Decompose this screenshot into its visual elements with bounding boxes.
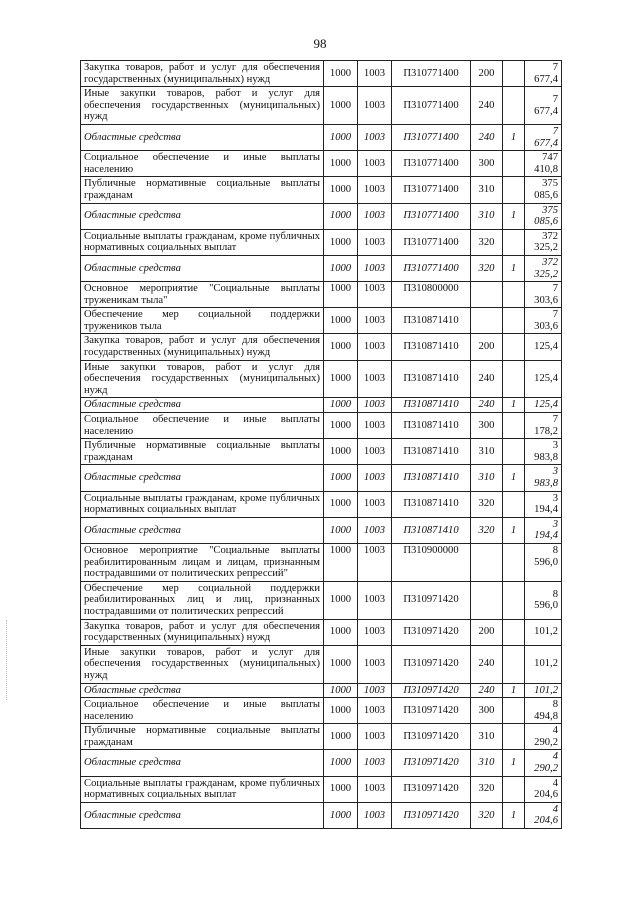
expense-type-cell: 240 bbox=[471, 124, 503, 150]
row-name-cell: Публичные нормативные социальные выплаты гражданам bbox=[81, 439, 324, 465]
subsection-code-cell: 1003 bbox=[358, 543, 392, 581]
target-article-cell: П310971420 bbox=[392, 802, 471, 828]
subsection-code-cell: 1003 bbox=[358, 229, 392, 255]
amount-cell: 7 677,4 bbox=[525, 87, 562, 125]
target-article-cell: П310871410 bbox=[392, 491, 471, 517]
target-article-cell: П310771400 bbox=[392, 151, 471, 177]
target-article-cell: П310971420 bbox=[392, 724, 471, 750]
section-code-cell: 1000 bbox=[324, 398, 358, 413]
table-row bbox=[81, 360, 562, 398]
table-row bbox=[81, 517, 562, 543]
expense-type-cell: 300 bbox=[471, 413, 503, 439]
amount-cell: 4 204,6 bbox=[525, 802, 562, 828]
subsection-code-cell: 1003 bbox=[358, 87, 392, 125]
subsection-code-cell: 1003 bbox=[358, 124, 392, 150]
section-code-cell: 1000 bbox=[324, 203, 358, 229]
expense-type-cell: 240 bbox=[471, 645, 503, 683]
funding-source-cell bbox=[503, 360, 525, 398]
row-name-cell: Областные средства bbox=[81, 750, 324, 776]
table-row bbox=[81, 581, 562, 619]
section-code-cell: 1000 bbox=[324, 439, 358, 465]
amount-cell: 125,4 bbox=[525, 398, 562, 413]
funding-source-cell: 1 bbox=[503, 255, 525, 281]
subsection-code-cell: 1003 bbox=[358, 645, 392, 683]
row-name-cell: Социальное обеспечение и иные выплаты населению bbox=[81, 151, 324, 177]
subsection-code-cell: 1003 bbox=[358, 439, 392, 465]
target-article-cell: П310771400 bbox=[392, 203, 471, 229]
target-article-cell: П310871410 bbox=[392, 398, 471, 413]
subsection-code-cell: 1003 bbox=[358, 581, 392, 619]
subsection-code-cell: 1003 bbox=[358, 776, 392, 802]
expense-type-cell: 300 bbox=[471, 698, 503, 724]
expense-type-cell: 320 bbox=[471, 517, 503, 543]
section-code-cell: 1000 bbox=[324, 491, 358, 517]
section-code-cell: 1000 bbox=[324, 581, 358, 619]
table-row bbox=[81, 398, 562, 413]
section-code-cell: 1000 bbox=[324, 177, 358, 203]
subsection-code-cell: 1003 bbox=[358, 491, 392, 517]
amount-cell: 3 194,4 bbox=[525, 491, 562, 517]
row-name-cell: Областные средства bbox=[81, 683, 324, 698]
subsection-code-cell: 1003 bbox=[358, 282, 392, 308]
subsection-code-cell: 1003 bbox=[358, 334, 392, 360]
row-name-cell: Обеспечение мер социальной поддержки реабилитированных лиц и лиц, признанных пострадавшими от политических репрессий bbox=[81, 581, 324, 619]
amount-cell: 7 303,6 bbox=[525, 308, 562, 334]
funding-source-cell bbox=[503, 619, 525, 645]
target-article-cell: П310771400 bbox=[392, 229, 471, 255]
table-row bbox=[81, 683, 562, 698]
section-code-cell: 1000 bbox=[324, 543, 358, 581]
subsection-code-cell: 1003 bbox=[358, 203, 392, 229]
funding-source-cell: 1 bbox=[503, 750, 525, 776]
amount-cell: 7 303,6 bbox=[525, 282, 562, 308]
amount-cell: 3 194,4 bbox=[525, 517, 562, 543]
section-code-cell: 1000 bbox=[324, 308, 358, 334]
amount-cell: 3 983,8 bbox=[525, 439, 562, 465]
funding-source-cell bbox=[503, 61, 525, 87]
table-row bbox=[81, 750, 562, 776]
table-row bbox=[81, 491, 562, 517]
target-article-cell: П310900000 bbox=[392, 543, 471, 581]
expense-type-cell: 310 bbox=[471, 177, 503, 203]
subsection-code-cell: 1003 bbox=[358, 698, 392, 724]
budget-table bbox=[80, 60, 562, 829]
target-article-cell: П310771400 bbox=[392, 87, 471, 125]
amount-cell: 4 204,6 bbox=[525, 776, 562, 802]
page-number: 98 bbox=[313, 36, 327, 51]
funding-source-cell bbox=[503, 177, 525, 203]
row-name-cell: Областные средства bbox=[81, 203, 324, 229]
table-row bbox=[81, 724, 562, 750]
expense-type-cell: 310 bbox=[471, 750, 503, 776]
funding-source-cell bbox=[503, 698, 525, 724]
expense-type-cell: 240 bbox=[471, 360, 503, 398]
table-row bbox=[81, 203, 562, 229]
target-article-cell: П310771400 bbox=[392, 177, 471, 203]
row-name-cell: Закупка товаров, работ и услуг для обеспечения государственных (муниципальных) нужд bbox=[81, 334, 324, 360]
amount-cell: 747 410,8 bbox=[525, 151, 562, 177]
amount-cell: 4 290,2 bbox=[525, 750, 562, 776]
target-article-cell: П310771400 bbox=[392, 124, 471, 150]
table-row bbox=[81, 439, 562, 465]
target-article-cell: П310971420 bbox=[392, 645, 471, 683]
row-name-cell: Иные закупки товаров, работ и услуг для обеспечения государственных (муниципальных) нужд bbox=[81, 645, 324, 683]
target-article-cell: П310971420 bbox=[392, 683, 471, 698]
margin-mark bbox=[6, 620, 9, 700]
expense-type-cell: 320 bbox=[471, 229, 503, 255]
section-code-cell: 1000 bbox=[324, 698, 358, 724]
amount-cell: 8 596,0 bbox=[525, 543, 562, 581]
funding-source-cell bbox=[503, 87, 525, 125]
table-row bbox=[81, 776, 562, 802]
subsection-code-cell: 1003 bbox=[358, 308, 392, 334]
amount-cell: 7 178,2 bbox=[525, 413, 562, 439]
funding-source-cell bbox=[503, 151, 525, 177]
expense-type-cell: 310 bbox=[471, 724, 503, 750]
row-name-cell: Иные закупки товаров, работ и услуг для обеспечения государственных (муниципальных) нужд bbox=[81, 87, 324, 125]
amount-cell: 375 085,6 bbox=[525, 203, 562, 229]
row-name-cell: Основное мероприятие "Социальные выплаты реабилитированным лицам и лицам, признанным пострадавшими от политических репрессий" bbox=[81, 543, 324, 581]
section-code-cell: 1000 bbox=[324, 802, 358, 828]
amount-cell: 7 677,4 bbox=[525, 124, 562, 150]
subsection-code-cell: 1003 bbox=[358, 517, 392, 543]
table-row bbox=[81, 308, 562, 334]
expense-type-cell: 240 bbox=[471, 398, 503, 413]
table-row bbox=[81, 229, 562, 255]
section-code-cell: 1000 bbox=[324, 151, 358, 177]
row-name-cell: Публичные нормативные социальные выплаты гражданам bbox=[81, 724, 324, 750]
expense-type-cell bbox=[471, 581, 503, 619]
table-row bbox=[81, 698, 562, 724]
section-code-cell: 1000 bbox=[324, 517, 358, 543]
section-code-cell: 1000 bbox=[324, 465, 358, 491]
target-article-cell: П310871410 bbox=[392, 360, 471, 398]
expense-type-cell: 310 bbox=[471, 465, 503, 491]
amount-cell: 125,4 bbox=[525, 360, 562, 398]
section-code-cell: 1000 bbox=[324, 645, 358, 683]
row-name-cell: Социальные выплаты гражданам, кроме публичных нормативных социальных выплат bbox=[81, 229, 324, 255]
target-article-cell: П310771400 bbox=[392, 61, 471, 87]
row-name-cell: Социальные выплаты гражданам, кроме публичных нормативных социальных выплат bbox=[81, 491, 324, 517]
target-article-cell: П310971420 bbox=[392, 619, 471, 645]
expense-type-cell: 240 bbox=[471, 87, 503, 125]
row-name-cell: Областные средства bbox=[81, 255, 324, 281]
funding-source-cell bbox=[503, 308, 525, 334]
expense-type-cell: 320 bbox=[471, 255, 503, 281]
expense-type-cell: 200 bbox=[471, 61, 503, 87]
subsection-code-cell: 1003 bbox=[358, 398, 392, 413]
funding-source-cell: 1 bbox=[503, 465, 525, 491]
table-row bbox=[81, 151, 562, 177]
table-row bbox=[81, 802, 562, 828]
section-code-cell: 1000 bbox=[324, 255, 358, 281]
subsection-code-cell: 1003 bbox=[358, 61, 392, 87]
target-article-cell: П310871410 bbox=[392, 517, 471, 543]
expense-type-cell: 300 bbox=[471, 151, 503, 177]
subsection-code-cell: 1003 bbox=[358, 177, 392, 203]
section-code-cell: 1000 bbox=[324, 776, 358, 802]
section-code-cell: 1000 bbox=[324, 750, 358, 776]
table-row bbox=[81, 87, 562, 125]
target-article-cell: П310971420 bbox=[392, 581, 471, 619]
target-article-cell: П310800000 bbox=[392, 282, 471, 308]
table-row bbox=[81, 619, 562, 645]
row-name-cell: Основное мероприятие "Социальные выплаты труженикам тыла" bbox=[81, 282, 324, 308]
row-name-cell: Обеспечение мер социальной поддержки тружеников тыла bbox=[81, 308, 324, 334]
funding-source-cell: 1 bbox=[503, 517, 525, 543]
row-name-cell: Областные средства bbox=[81, 124, 324, 150]
funding-source-cell bbox=[503, 282, 525, 308]
amount-cell: 4 290,2 bbox=[525, 724, 562, 750]
section-code-cell: 1000 bbox=[324, 413, 358, 439]
expense-type-cell: 200 bbox=[471, 334, 503, 360]
target-article-cell: П310971420 bbox=[392, 750, 471, 776]
target-article-cell: П310871410 bbox=[392, 334, 471, 360]
amount-cell: 372 325,2 bbox=[525, 255, 562, 281]
row-name-cell: Областные средства bbox=[81, 517, 324, 543]
table-row bbox=[81, 255, 562, 281]
subsection-code-cell: 1003 bbox=[358, 802, 392, 828]
table-row bbox=[81, 413, 562, 439]
table-row bbox=[81, 124, 562, 150]
funding-source-cell bbox=[503, 724, 525, 750]
expense-type-cell: 310 bbox=[471, 203, 503, 229]
amount-cell: 101,2 bbox=[525, 683, 562, 698]
table-row bbox=[81, 282, 562, 308]
target-article-cell: П310971420 bbox=[392, 698, 471, 724]
funding-source-cell bbox=[503, 543, 525, 581]
funding-source-cell bbox=[503, 776, 525, 802]
section-code-cell: 1000 bbox=[324, 334, 358, 360]
section-code-cell: 1000 bbox=[324, 282, 358, 308]
funding-source-cell bbox=[503, 491, 525, 517]
subsection-code-cell: 1003 bbox=[358, 683, 392, 698]
section-code-cell: 1000 bbox=[324, 619, 358, 645]
expense-type-cell bbox=[471, 543, 503, 581]
amount-cell: 7 677,4 bbox=[525, 61, 562, 87]
expense-type-cell: 200 bbox=[471, 619, 503, 645]
row-name-cell: Социальные выплаты гражданам, кроме публичных нормативных социальных выплат bbox=[81, 776, 324, 802]
table-row bbox=[81, 61, 562, 87]
row-name-cell: Областные средства bbox=[81, 802, 324, 828]
expense-type-cell: 240 bbox=[471, 683, 503, 698]
section-code-cell: 1000 bbox=[324, 360, 358, 398]
funding-source-cell: 1 bbox=[503, 802, 525, 828]
table-row bbox=[81, 465, 562, 491]
funding-source-cell: 1 bbox=[503, 683, 525, 698]
row-name-cell: Социальное обеспечение и иные выплаты населению bbox=[81, 698, 324, 724]
expense-type-cell: 320 bbox=[471, 802, 503, 828]
amount-cell: 125,4 bbox=[525, 334, 562, 360]
row-name-cell: Областные средства bbox=[81, 398, 324, 413]
amount-cell: 8 596,0 bbox=[525, 581, 562, 619]
expense-type-cell: 320 bbox=[471, 776, 503, 802]
table-row bbox=[81, 543, 562, 581]
subsection-code-cell: 1003 bbox=[358, 255, 392, 281]
amount-cell: 372 325,2 bbox=[525, 229, 562, 255]
expense-type-cell bbox=[471, 282, 503, 308]
funding-source-cell bbox=[503, 229, 525, 255]
subsection-code-cell: 1003 bbox=[358, 413, 392, 439]
target-article-cell: П310871410 bbox=[392, 439, 471, 465]
table-row bbox=[81, 334, 562, 360]
target-article-cell: П310771400 bbox=[392, 255, 471, 281]
section-code-cell: 1000 bbox=[324, 87, 358, 125]
row-name-cell: Закупка товаров, работ и услуг для обеспечения государственных (муниципальных) нужд bbox=[81, 619, 324, 645]
row-name-cell: Публичные нормативные социальные выплаты гражданам bbox=[81, 177, 324, 203]
expense-type-cell bbox=[471, 308, 503, 334]
subsection-code-cell: 1003 bbox=[358, 724, 392, 750]
table-row bbox=[81, 177, 562, 203]
row-name-cell: Закупка товаров, работ и услуг для обеспечения государственных (муниципальных) нужд bbox=[81, 61, 324, 87]
section-code-cell: 1000 bbox=[324, 61, 358, 87]
amount-cell: 3 983,8 bbox=[525, 465, 562, 491]
funding-source-cell: 1 bbox=[503, 398, 525, 413]
target-article-cell: П310871410 bbox=[392, 308, 471, 334]
funding-source-cell bbox=[503, 439, 525, 465]
funding-source-cell bbox=[503, 334, 525, 360]
amount-cell: 101,2 bbox=[525, 619, 562, 645]
row-name-cell: Социальное обеспечение и иные выплаты населению bbox=[81, 413, 324, 439]
expense-type-cell: 310 bbox=[471, 439, 503, 465]
subsection-code-cell: 1003 bbox=[358, 750, 392, 776]
target-article-cell: П310871410 bbox=[392, 465, 471, 491]
expense-type-cell: 320 bbox=[471, 491, 503, 517]
funding-source-cell bbox=[503, 645, 525, 683]
funding-source-cell bbox=[503, 581, 525, 619]
subsection-code-cell: 1003 bbox=[358, 151, 392, 177]
table-body bbox=[81, 61, 562, 829]
section-code-cell: 1000 bbox=[324, 229, 358, 255]
section-code-cell: 1000 bbox=[324, 683, 358, 698]
subsection-code-cell: 1003 bbox=[358, 360, 392, 398]
amount-cell: 8 494,8 bbox=[525, 698, 562, 724]
amount-cell: 375 085,6 bbox=[525, 177, 562, 203]
funding-source-cell: 1 bbox=[503, 124, 525, 150]
amount-cell: 101,2 bbox=[525, 645, 562, 683]
section-code-cell: 1000 bbox=[324, 124, 358, 150]
row-name-cell: Иные закупки товаров, работ и услуг для обеспечения государственных (муниципальных) нужд bbox=[81, 360, 324, 398]
section-code-cell: 1000 bbox=[324, 724, 358, 750]
target-article-cell: П310971420 bbox=[392, 776, 471, 802]
subsection-code-cell: 1003 bbox=[358, 465, 392, 491]
target-article-cell: П310871410 bbox=[392, 413, 471, 439]
table-row bbox=[81, 645, 562, 683]
subsection-code-cell: 1003 bbox=[358, 619, 392, 645]
funding-source-cell: 1 bbox=[503, 203, 525, 229]
funding-source-cell bbox=[503, 413, 525, 439]
row-name-cell: Областные средства bbox=[81, 465, 324, 491]
